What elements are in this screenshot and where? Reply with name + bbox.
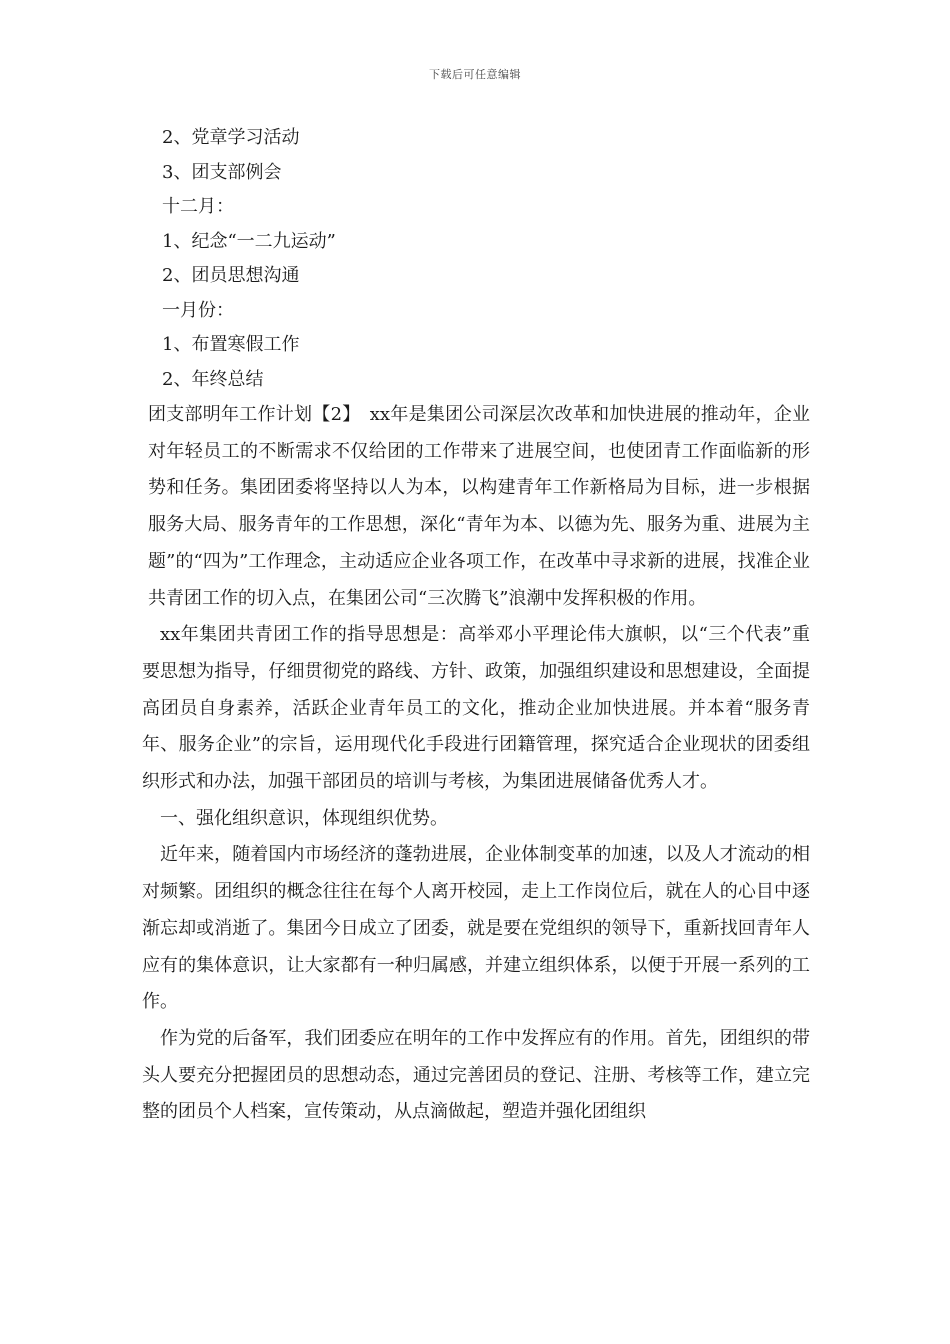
- body-paragraph: 近年来，随着国内市场经济的蓬勃进展，企业体制变革的加速，以及人才流动的相对频繁。团组织的概念往往在每个人离开校园，走上工作岗位后，就在人的心目中逐渐忘却或消逝了。集团今日成立了团委，就是要在党组织的领导下，重新找回青年人应有的集体意识，让大家都有一种归属感，并建立组织体系，以便于开展一系列的工作。: [142, 844, 810, 1013]
- month-heading: 十二月：: [162, 196, 234, 217]
- plan-paragraph: 团支部明年工作计划【2】 xx年是集团公司深层次改革和加快进展的推动年，企业对年轻员工的不断需求不仅给团的工作带来了进展空间，也使团青工作面临新的形势和任务。集团团委将坚持以人为本，以构建青年工作新格局为目标，进一步根据服务大局、服务青年的工作思想，深化“青年为本、以德为先、服务为重、进展为主题”的“四为”工作理念，主动适应企业各项工作，在改革中寻求新的进展，找准企业共青团工作的切入点，在集团公司“三次腾飞”浪潮中发挥积极的作用。: [148, 404, 810, 609]
- section-heading: 一、强化组织意识，体现组织优势。: [160, 807, 448, 829]
- list-item: 1、布置寒假工作: [162, 334, 300, 355]
- list-item: 2、年终总结: [162, 368, 264, 390]
- list-item: 1、纪念“一二九运动”: [162, 230, 336, 252]
- list-item: 3、团支部例会: [162, 161, 282, 183]
- body-paragraph: 作为党的后备军，我们团委应在明年的工作中发挥应有的作用。首先，团组织的带头人要充分把握团员的思想动态，通过完善团员的登记、注册、考核等工作，建立完整的团员个人档案，宣传策动，从点滴做起，塑造并强化团组织: [142, 1027, 810, 1123]
- list-item: 2、团员思想沟通: [162, 265, 300, 286]
- guiding-thought-paragraph: xx年集团共青团工作的指导思想是：高举邓小平理论伟大旗帜，以“三个代表”重要思想为指导，仔细贯彻党的路线、方针、政策，加强组织建设和思想建设，全面提高团员自身素养，活跃企业青年员工的文化，推动企业加快进展。并本着“服务青年、服务企业”的宗旨，运用现代化手段进行团籍管理，探究适合企业现状的团委组织形式和办法，加强干部团员的培训与考核，为集团进展储备优秀人才。: [142, 624, 810, 793]
- month-heading: 一月份：: [162, 299, 234, 321]
- document-body: [142, 121, 810, 1131]
- page-header-note: 下载后可任意编辑: [429, 68, 521, 81]
- list-item: 2、党章学习活动: [162, 127, 300, 148]
